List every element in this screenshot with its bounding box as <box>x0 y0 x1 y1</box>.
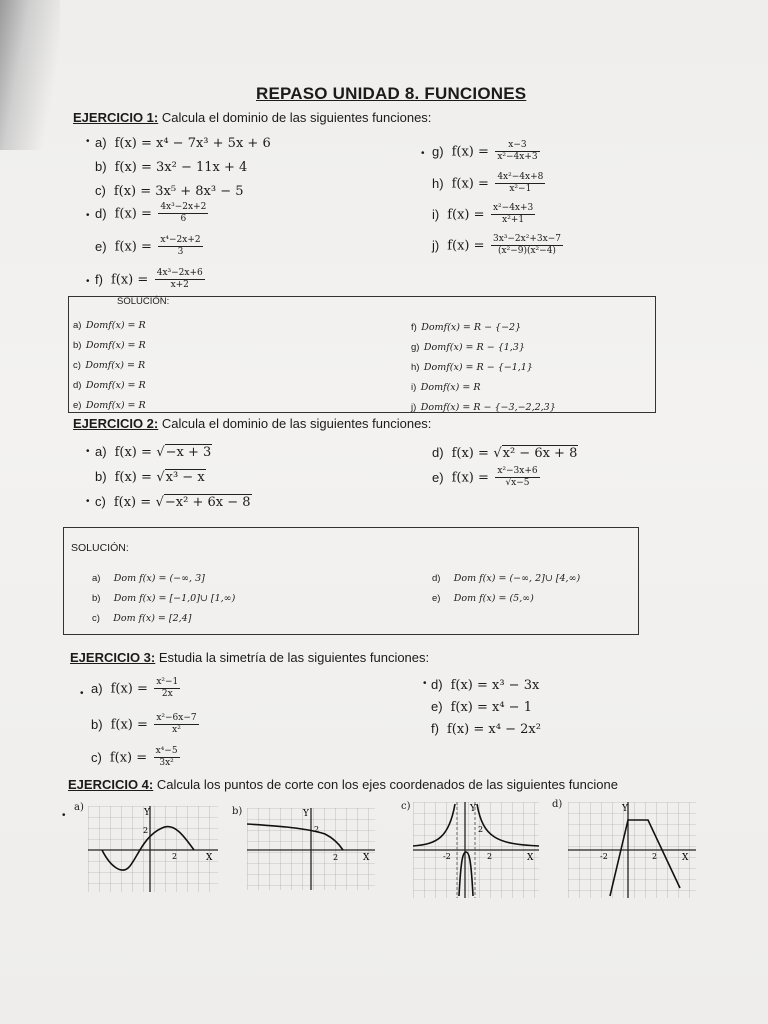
ex3-item-e <box>431 698 532 716</box>
item-label: d) <box>95 205 107 221</box>
graph-a <box>88 806 218 892</box>
item-label: a) <box>95 135 107 150</box>
fraction <box>495 140 539 163</box>
item-lhs: f(x) = <box>110 272 149 288</box>
denominator: x² <box>172 725 181 735</box>
bullet-dot: • <box>86 276 90 287</box>
solution-row <box>411 357 556 377</box>
solution-label: c) <box>73 360 81 371</box>
ex2-item-a <box>95 443 212 461</box>
page-corner-shadow <box>0 0 60 150</box>
graph-c-label: c) <box>401 801 411 812</box>
solution-row <box>411 337 556 357</box>
solution-text: Domf(x) = R − {−2} <box>421 322 522 333</box>
radicand: −x² + 6x − 8 <box>164 495 251 510</box>
denominator: 3x² <box>159 758 174 768</box>
item-label: f) <box>431 721 439 736</box>
fraction <box>491 203 535 226</box>
item-lhs: f(x) = <box>114 239 152 255</box>
item-lhs: f(x) = <box>447 238 485 254</box>
x-tick-label: 2 <box>487 852 493 861</box>
y-tick-label: 2 <box>314 825 320 834</box>
ex1-heading-label: EJERCICIO 1: <box>73 110 159 125</box>
solution-title: SOLUCIÓN: <box>71 542 129 554</box>
ex3-heading <box>70 650 429 665</box>
numerator: x−3 <box>495 140 539 152</box>
item-expression: f(x) = x⁴ − 2x² <box>446 722 541 737</box>
page-title: REPASO UNIDAD 8. FUNCIONES <box>256 84 527 103</box>
sqrt-sign: √ <box>156 470 165 485</box>
solution-list-left <box>73 315 146 415</box>
numerator: x²−4x+3 <box>492 203 534 213</box>
ex1-item-g <box>432 140 542 163</box>
item-expression: f(x) = x⁴ − 1 <box>450 700 532 715</box>
solution-label: d) <box>432 573 441 584</box>
graph-d <box>568 802 696 898</box>
solution-list-right <box>411 317 556 417</box>
x-axis-label: X <box>527 853 534 863</box>
y-tick-label: 2 <box>478 825 484 834</box>
solution-row <box>92 568 235 588</box>
denominator: √x−5 <box>505 478 530 488</box>
solution-label: g) <box>411 342 420 353</box>
y-axis-label: Y <box>303 809 309 819</box>
item-label: c) <box>95 183 106 198</box>
ex2-item-d <box>432 444 578 462</box>
y-tick-label: 2 <box>143 826 149 835</box>
x-axis-label: X <box>682 853 689 863</box>
x-tick-label: 2 <box>172 852 178 861</box>
y-axis-label: Y <box>622 804 628 814</box>
numerator: x⁴−2x+2 <box>160 235 201 245</box>
ex2-heading <box>73 416 431 431</box>
bullet-dot: • <box>62 810 66 821</box>
item-lhs: f(x) = <box>451 144 489 160</box>
item-label: c) <box>95 494 106 509</box>
item-label: d) <box>432 445 444 460</box>
solution-text: Dom f(x) = [2,4] <box>113 613 192 624</box>
item-expression: f(x) = 3x² − 11x + 4 <box>114 160 248 175</box>
x-tick-label-negative: -2 <box>600 852 608 861</box>
solution-title: SOLUCIÓN: <box>117 296 170 307</box>
solution-row <box>73 315 146 335</box>
numerator: 4x³−2x+6 <box>156 268 203 278</box>
numerator: x²−3x+6 <box>497 466 538 476</box>
item-lhs: f(x) = <box>451 446 489 461</box>
denominator: 3 <box>177 247 184 257</box>
solution-list-left <box>92 568 235 628</box>
sqrt-sign: √ <box>493 446 502 461</box>
ex3-item-d <box>431 676 539 694</box>
solution-text: Domf(x) = R − {1,3} <box>423 342 525 353</box>
numerator: 4x²−4x+8 <box>497 172 544 182</box>
numerator: x²−6x−7 <box>156 713 197 723</box>
solution-label: b) <box>92 593 101 604</box>
item-lhs: f(x) = <box>447 207 485 223</box>
item-lhs: f(x) = <box>109 750 148 766</box>
y-axis-label: Y <box>470 804 476 814</box>
denominator: 6 <box>180 214 187 224</box>
solution-text: Dom f(x) = [−1,0]∪ [1,∞) <box>113 593 236 604</box>
denominator: x²−4x+3 <box>497 152 538 162</box>
radicand: x³ − x <box>165 470 205 485</box>
solution-row <box>73 395 146 415</box>
solution-text: Domf(x) = R <box>85 360 146 371</box>
ex1-heading <box>73 110 431 125</box>
item-label: a) <box>95 444 107 459</box>
denominator: x²−1 <box>509 184 532 194</box>
solution-text: Domf(x) = R <box>85 400 146 411</box>
item-label: e) <box>95 238 107 254</box>
solution-text: Domf(x) = R − {−1,1} <box>423 362 533 373</box>
ex1-item-d <box>95 202 210 225</box>
bullet-dot: • <box>86 446 90 457</box>
fraction <box>154 677 180 700</box>
solution-text: Domf(x) = R <box>420 382 481 393</box>
bullet-dot: • <box>80 688 84 699</box>
fraction <box>155 268 205 291</box>
solution-label: c) <box>92 613 100 624</box>
solution-text: Domf(x) = R <box>85 320 146 331</box>
bullet-dot: • <box>86 210 90 221</box>
ex4-prompt: Calcula los puntos de corte con los ejes coordenados de las siguientes funcione <box>156 777 618 792</box>
solution-label: i) <box>411 382 417 393</box>
solution-label: e) <box>73 400 82 411</box>
fraction <box>491 234 563 257</box>
denominator: x²+1 <box>502 215 525 225</box>
ex1-item-f <box>95 268 207 291</box>
ex2-item-e <box>432 466 542 489</box>
item-lhs: f(x) = <box>114 445 152 460</box>
graph-d-label: d) <box>552 799 563 810</box>
bullet-dot: • <box>86 136 90 147</box>
graph-c <box>413 802 539 898</box>
fraction <box>154 713 198 736</box>
solution-label: j) <box>411 402 417 413</box>
solution-row <box>411 317 556 337</box>
ex1-item-h <box>432 172 547 195</box>
solution-row <box>411 397 556 417</box>
x-axis-label: X <box>363 853 370 863</box>
denominator: x+2 <box>170 280 189 290</box>
ex1-item-j <box>432 234 565 257</box>
bullet-dot: • <box>423 678 427 689</box>
fraction <box>495 466 539 489</box>
ex3-item-c <box>91 746 182 769</box>
ex1-prompt: Calcula el dominio de las siguientes funciones: <box>161 110 432 125</box>
fraction <box>495 172 545 195</box>
numerator: x⁴−5 <box>155 746 178 756</box>
numerator: 3x³−2x²+3x−7 <box>492 234 561 244</box>
item-label: b) <box>95 469 107 484</box>
item-expression: f(x) = x⁴ − 7x³ + 5x + 6 <box>114 136 271 151</box>
sqrt-sign: √ <box>156 445 165 460</box>
item-label: f) <box>95 271 103 287</box>
bullet-dot: • <box>86 496 90 507</box>
solution-label: d) <box>73 380 82 391</box>
item-label: h) <box>432 175 444 191</box>
item-lhs: f(x) = <box>110 681 148 697</box>
denominator: 2x <box>161 689 173 699</box>
item-lhs: f(x) = <box>110 717 148 733</box>
item-lhs: f(x) = <box>114 206 152 222</box>
item-label: e) <box>431 699 443 714</box>
graph-a-label: a) <box>74 802 84 813</box>
bullet-dot: • <box>421 148 425 159</box>
ex3-item-a <box>91 677 182 700</box>
graph-b <box>247 808 375 890</box>
ex3-item-f <box>431 720 541 738</box>
item-label: a) <box>91 680 103 696</box>
fraction <box>158 202 208 225</box>
solution-label: h) <box>411 362 420 373</box>
ex1-item-b <box>95 158 247 176</box>
solution-row <box>432 588 580 608</box>
ex3-heading-label: EJERCICIO 3: <box>70 650 156 665</box>
denominator: (x²−9)(x²−4) <box>498 246 556 256</box>
solution-row <box>73 355 146 375</box>
ex4-heading <box>68 777 618 792</box>
ex2-heading-label: EJERCICIO 2: <box>73 416 159 431</box>
ex2-solution-box <box>63 527 639 635</box>
ex1-item-a <box>95 134 271 152</box>
item-expression: f(x) = 3x⁵ + 8x³ − 5 <box>113 184 244 199</box>
fraction <box>154 746 180 769</box>
x-axis-label: X <box>206 853 213 863</box>
solution-text: Dom f(x) = (5,∞) <box>453 593 534 604</box>
y-axis-label: Y <box>144 808 150 818</box>
solution-row <box>92 608 235 628</box>
solution-label: a) <box>92 573 101 584</box>
item-label: b) <box>91 716 103 732</box>
ex1-item-c <box>95 182 244 200</box>
solution-label: a) <box>73 320 82 331</box>
item-label: c) <box>91 749 102 765</box>
item-lhs: f(x) = <box>114 470 152 485</box>
solution-list-right <box>432 568 580 608</box>
item-label: d) <box>431 677 443 692</box>
solution-text: Domf(x) = R − {−3,−2,2,3} <box>420 402 556 413</box>
ex2-item-b <box>95 468 206 486</box>
sqrt-sign: √ <box>155 495 164 510</box>
ex1-item-e <box>95 235 205 258</box>
solution-label: e) <box>432 593 441 604</box>
item-label: b) <box>95 159 107 174</box>
radicand: x² − 6x + 8 <box>502 446 578 461</box>
solution-text: Domf(x) = R <box>85 380 146 391</box>
ex3-item-b <box>91 713 201 736</box>
item-label: e) <box>432 469 444 485</box>
solution-text: Dom f(x) = (−∞, 3] <box>113 573 205 584</box>
solution-row <box>73 375 146 395</box>
x-tick-label: 2 <box>333 853 339 862</box>
solution-label: f) <box>411 322 417 333</box>
solution-row <box>73 335 146 355</box>
ex1-item-i <box>432 203 537 226</box>
x-tick-label: 2 <box>652 852 658 861</box>
item-lhs: f(x) = <box>451 470 489 486</box>
fraction <box>158 235 202 258</box>
graph-b-label: b) <box>232 806 243 817</box>
ex3-prompt: Estudia la simetría de las siguientes funciones: <box>158 650 430 665</box>
numerator: x²−1 <box>156 677 179 687</box>
numerator: 4x³−2x+2 <box>160 202 207 212</box>
item-lhs: f(x) = <box>113 495 152 510</box>
x-tick-label-negative: -2 <box>443 852 451 861</box>
item-label: i) <box>432 206 440 222</box>
solution-label: b) <box>73 340 82 351</box>
ex2-item-c <box>95 493 252 511</box>
ex2-prompt: Calcula el dominio de las siguientes funciones: <box>161 416 432 431</box>
item-label: j) <box>432 237 440 253</box>
ex1-solution-box <box>68 296 656 413</box>
solution-row <box>92 588 235 608</box>
solution-text: Dom f(x) = (−∞, 2]∪ [4,∞) <box>453 573 581 584</box>
item-expression: f(x) = x³ − 3x <box>450 678 540 693</box>
solution-row <box>432 568 580 588</box>
solution-row <box>411 377 556 397</box>
solution-text: Domf(x) = R <box>85 340 146 351</box>
item-lhs: f(x) = <box>451 176 489 192</box>
item-label: g) <box>432 143 444 159</box>
radicand: −x + 3 <box>165 445 212 460</box>
grid <box>88 806 218 892</box>
ex4-heading-label: EJERCICIO 4: <box>68 777 154 792</box>
